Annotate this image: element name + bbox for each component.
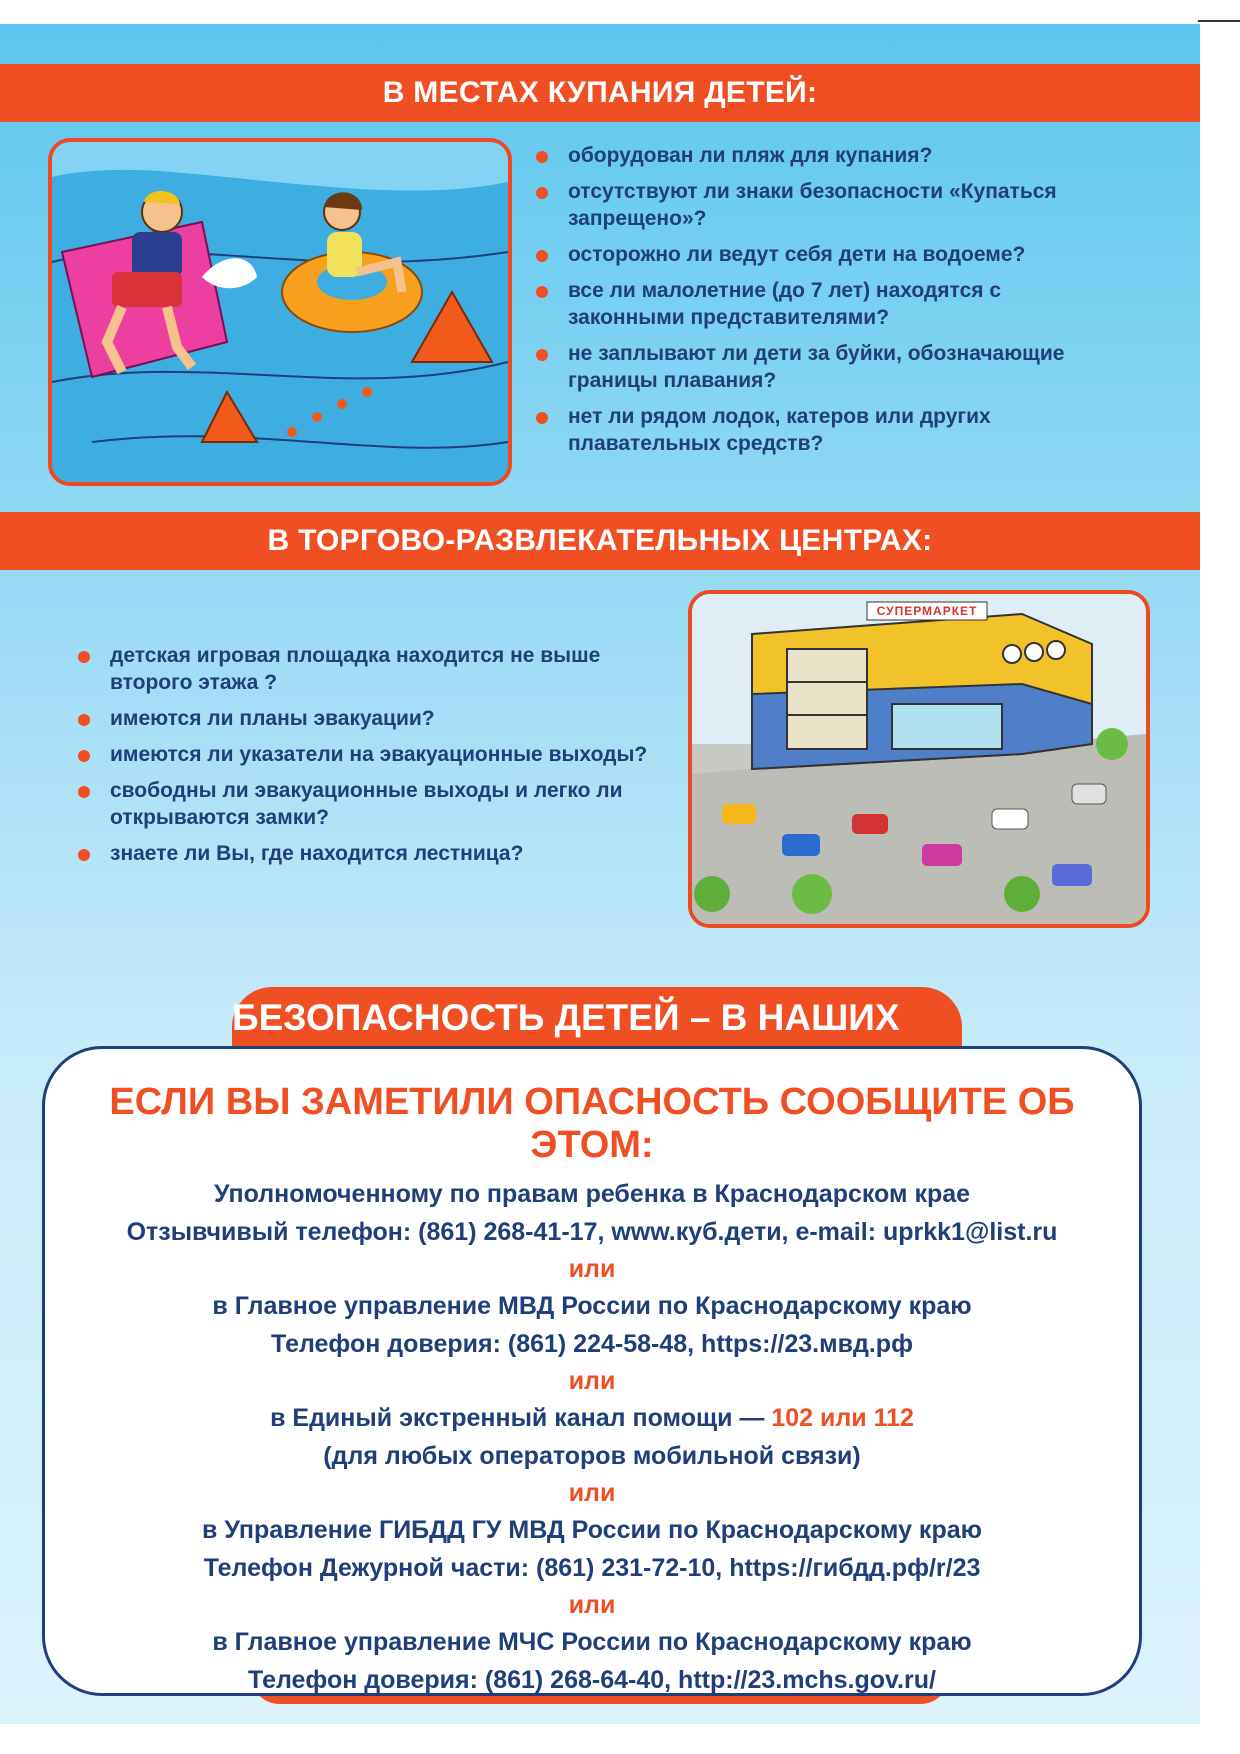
list-item: не заплывают ли дети за буйки, обозначающие границы плавания? — [534, 340, 1094, 394]
list-item: детская игровая площадка находится не выше второго этажа ? — [76, 642, 676, 696]
page-edge-line — [1198, 20, 1240, 22]
list-item: осторожно ли ведут себя дети на водоеме? — [534, 241, 1094, 268]
list-item: свободны ли эвакуационные выходы и легко ли открываются замки? — [76, 777, 676, 831]
bullet-icon — [78, 786, 90, 798]
bullet-icon — [536, 250, 548, 262]
swimming-checklist — [534, 142, 1094, 466]
leaflet-page — [0, 24, 1200, 1724]
or-separator: или — [568, 1591, 616, 1619]
section-malls-title: В ТОРГОВО-РАЗВЛЕКАТЕЛЬНЫХ ЦЕНТРАХ: — [0, 512, 1200, 570]
emergency-line2: (для любых операторов мобильной связи) — [323, 1442, 861, 1470]
bullet-icon — [78, 750, 90, 762]
bullet-icon — [536, 349, 548, 361]
slogan-banner: БЕЗОПАСНОСТЬ ДЕТЕЙ – В НАШИХ — [232, 987, 962, 1067]
supermarket-sign: СУПЕРМАРКЕТ — [876, 604, 978, 618]
mvd-line1: в Главное управление МВД России по Краснодарскому краю — [212, 1292, 972, 1320]
swimming-illustration — [48, 138, 512, 486]
contacts-heading: ЕСЛИ ВЫ ЗАМЕТИЛИ ОПАСНОСТЬ СООБЩИТЕ ОБ ЭТОМ: — [109, 1081, 1075, 1166]
emergency-line1: в Единый экстренный канал помощи — 102 или 112 — [270, 1404, 914, 1432]
mall-illustration — [688, 590, 1150, 928]
ombudsman-line1: Уполномоченному по правам ребенка в Краснодарском крае — [213, 1180, 971, 1208]
mchs-line1: в Главное управление МЧС России по Краснодарскому краю — [212, 1628, 972, 1656]
gibdd-line2: Телефон Дежурной части: (861) 231-72-10, https://гибдд.рф/r/23 — [203, 1554, 981, 1582]
list-item: все ли малолетние (до 7 лет) находятся с законными представителями? — [534, 277, 1094, 331]
bullet-icon — [536, 286, 548, 298]
or-separator: или — [568, 1367, 616, 1395]
bullet-icon — [78, 651, 90, 663]
bullet-icon — [536, 151, 548, 163]
emergency-numbers: 102 или 112 — [771, 1404, 914, 1432]
list-item: оборудован ли пляж для купания? — [534, 142, 1094, 169]
list-item: знаете ли Вы, где находится лестница? — [76, 840, 676, 867]
list-item: имеются ли планы эвакуации? — [76, 705, 676, 732]
section-swimming-title: В МЕСТАХ КУПАНИЯ ДЕТЕЙ: — [0, 64, 1200, 122]
or-separator: или — [568, 1479, 616, 1507]
mchs-line2: Телефон доверия: (861) 268-64-40, http://23.mchs.gov.ru/ — [248, 1666, 936, 1694]
list-item: нет ли рядом лодок, катеров или других плавательных средств? — [534, 403, 1094, 457]
swimming-scene — [52, 142, 508, 482]
list-item: имеются ли указатели на эвакуационные выходы? — [76, 741, 676, 768]
mvd-line2: Телефон доверия: (861) 224-58-48, https://23.мвд.рф — [271, 1330, 913, 1358]
bullet-icon — [78, 849, 90, 861]
bullet-icon — [536, 412, 548, 424]
mall-scene — [692, 594, 1146, 924]
ombudsman-line2: Отзывчивый телефон: (861) 268-41-17, www.куб.дети, e-mail: uprkk1@list.ru — [126, 1218, 1058, 1246]
contact-box — [42, 1046, 1142, 1696]
bullet-icon — [536, 187, 548, 199]
list-item: отсутствуют ли знаки безопасности «Купаться запрещено»? — [534, 178, 1094, 232]
or-separator: или — [568, 1255, 616, 1283]
malls-checklist — [76, 642, 676, 876]
bullet-icon — [78, 714, 90, 726]
gibdd-line1: в Управление ГИБДД ГУ МВД России по Краснодарскому краю — [202, 1516, 982, 1544]
